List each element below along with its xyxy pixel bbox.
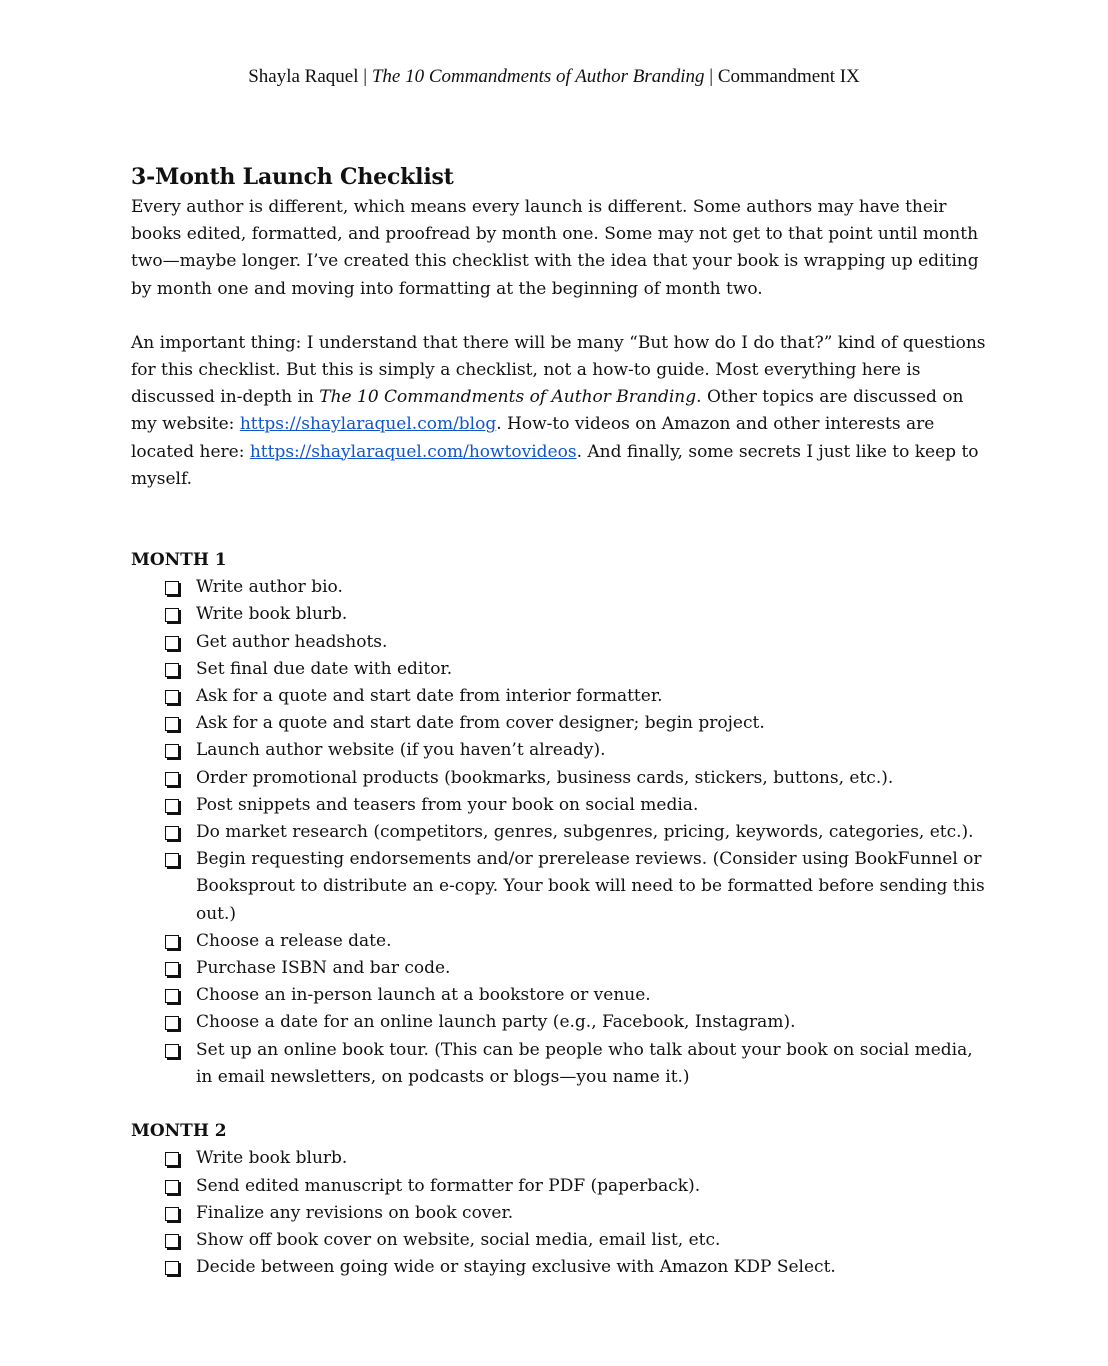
checklist-item bbox=[131, 629, 991, 656]
checkbox-icon[interactable] bbox=[165, 1207, 179, 1221]
note-text: . Other topics are discussed on my website: bbox=[131, 387, 964, 435]
header-book-title: The 10 Commandments of Author Branding bbox=[371, 66, 705, 87]
checkbox-icon[interactable] bbox=[165, 581, 179, 595]
checkbox-icon[interactable] bbox=[165, 717, 179, 731]
checklist-item bbox=[131, 1254, 991, 1281]
checklist-item-text: Choose an in-person launch at a bookstore or venue. bbox=[196, 985, 651, 1006]
checklist-item-text: Decide between going wide or staying exclusive with Amazon KDP Select. bbox=[196, 1257, 836, 1278]
month-2-heading: MONTH 2 bbox=[131, 1121, 227, 1142]
main-content bbox=[131, 160, 991, 1281]
checklist-item-text: Show off book cover on website, social media, email list, etc. bbox=[196, 1229, 721, 1250]
checklist-item-text: Post snippets and teasers from your book on social media. bbox=[196, 794, 699, 815]
checklist-item bbox=[131, 846, 991, 928]
checkbox-icon[interactable] bbox=[165, 935, 179, 949]
checkbox-icon[interactable] bbox=[165, 1044, 179, 1058]
checkbox-icon[interactable] bbox=[165, 1234, 179, 1248]
checkbox-icon[interactable] bbox=[165, 799, 179, 813]
checkbox-icon[interactable] bbox=[165, 826, 179, 840]
checklist-item bbox=[131, 1145, 991, 1172]
checkbox-icon[interactable] bbox=[165, 1180, 179, 1194]
checklist-item-text: Write book blurb. bbox=[196, 604, 348, 625]
checklist-item bbox=[131, 928, 991, 955]
checkbox-icon[interactable] bbox=[165, 853, 179, 867]
checklist-item-text: Send edited manuscript to formatter for PDF (paperback). bbox=[196, 1175, 701, 1196]
checklist-item-text: Finalize any revisions on book cover. bbox=[196, 1202, 514, 1223]
checklist-item-text: Get author headshots. bbox=[196, 631, 388, 652]
checklist-item bbox=[131, 765, 991, 792]
checklist-item bbox=[131, 955, 991, 982]
checkbox-icon[interactable] bbox=[165, 690, 179, 704]
checkbox-icon[interactable] bbox=[165, 989, 179, 1003]
checklist-item bbox=[131, 1173, 991, 1200]
checklist-item bbox=[131, 710, 991, 737]
note-text: . How-to videos on Amazon and other interests are located here: bbox=[131, 414, 935, 462]
month-2-checklist bbox=[131, 1145, 991, 1281]
checkbox-icon[interactable] bbox=[165, 1016, 179, 1030]
checklist-item-text: Launch author website (if you haven’t already). bbox=[196, 740, 606, 761]
month-1-heading: MONTH 1 bbox=[131, 550, 227, 571]
blog-link[interactable]: https://shaylaraquel.com/blog bbox=[239, 414, 497, 435]
checklist-item bbox=[131, 1037, 991, 1091]
checklist-item-text: Set up an online book tour. (This can be people who talk about your book on social media, in email newsletters, on podcasts or blogs—you name it.) bbox=[196, 1039, 973, 1087]
checklist-item-text: Begin requesting endorsements and/or prerelease reviews. (Consider using BookFunnel or Booksprout to distribute an e-copy. Your book will need to be formatted before sending this out.) bbox=[196, 849, 985, 924]
checklist-item-text: Purchase ISBN and bar code. bbox=[196, 958, 451, 979]
running-header bbox=[0, 64, 1108, 90]
checklist-item bbox=[131, 601, 991, 628]
checklist-item bbox=[131, 1227, 991, 1254]
checklist-item-text: Ask for a quote and start date from interior formatter. bbox=[196, 686, 663, 707]
checklist-item bbox=[131, 737, 991, 764]
checklist-item bbox=[131, 819, 991, 846]
checkbox-icon[interactable] bbox=[165, 772, 179, 786]
checkbox-icon[interactable] bbox=[165, 1261, 179, 1275]
checklist-item bbox=[131, 574, 991, 601]
checklist-item-text: Ask for a quote and start date from cover designer; begin project. bbox=[196, 713, 765, 734]
checklist-item-text: Do market research (competitors, genres, subgenres, pricing, keywords, categories, etc.). bbox=[196, 822, 974, 843]
checkbox-icon[interactable] bbox=[165, 744, 179, 758]
note-book-title: The 10 Commandments of Author Branding bbox=[319, 387, 697, 408]
howtovideos-link[interactable]: https://shaylaraquel.com/howtovideos bbox=[249, 441, 577, 462]
checklist-item bbox=[131, 1009, 991, 1036]
note-text: An important thing: I understand that there will be many “But how do I do that?” kind of questions for this checklist. But this is simply a checklist, not a how-to guide. Most everything here is discussed in-depth in bbox=[131, 332, 986, 408]
checklist-item bbox=[131, 656, 991, 683]
checklist-item-text: Choose a date for an online launch party (e.g., Facebook, Instagram). bbox=[196, 1012, 796, 1033]
note-text: . And finally, some secrets I just like to keep to myself. bbox=[131, 441, 979, 489]
checklist-item-text: Choose a release date. bbox=[196, 930, 392, 951]
checkbox-icon[interactable] bbox=[165, 1152, 179, 1166]
checklist-item bbox=[131, 982, 991, 1009]
intro-paragraph: Every author is different, which means every launch is different. Some authors may have their books edited, formatted, and proofread by month one. Some may not get to that point until month two—maybe longer. I’ve created this checklist with the idea that your book is wrapping up editing by month one and moving into formatting at the beginning of month two. bbox=[131, 197, 979, 299]
header-author: Shayla Raquel bbox=[248, 66, 359, 87]
checklist-item bbox=[131, 683, 991, 710]
checkbox-icon[interactable] bbox=[165, 663, 179, 677]
checklist-item bbox=[131, 1200, 991, 1227]
checkbox-icon[interactable] bbox=[165, 636, 179, 650]
checklist-item-text: Write author bio. bbox=[196, 577, 343, 598]
month-1-checklist bbox=[131, 574, 991, 1091]
page-title: 3-Month Launch Checklist bbox=[131, 164, 454, 190]
note-paragraph bbox=[131, 330, 991, 493]
checkbox-icon[interactable] bbox=[165, 608, 179, 622]
checkbox-icon[interactable] bbox=[165, 962, 179, 976]
header-chapter: Commandment IX bbox=[717, 66, 860, 87]
header-separator: | bbox=[358, 66, 372, 87]
checklist-item bbox=[131, 792, 991, 819]
checklist-item-text: Order promotional products (bookmarks, business cards, stickers, buttons, etc.). bbox=[196, 767, 894, 788]
checklist-item-text: Write book blurb. bbox=[196, 1148, 348, 1169]
header-separator: | bbox=[704, 66, 718, 87]
checklist-item-text: Set final due date with editor. bbox=[196, 658, 453, 679]
